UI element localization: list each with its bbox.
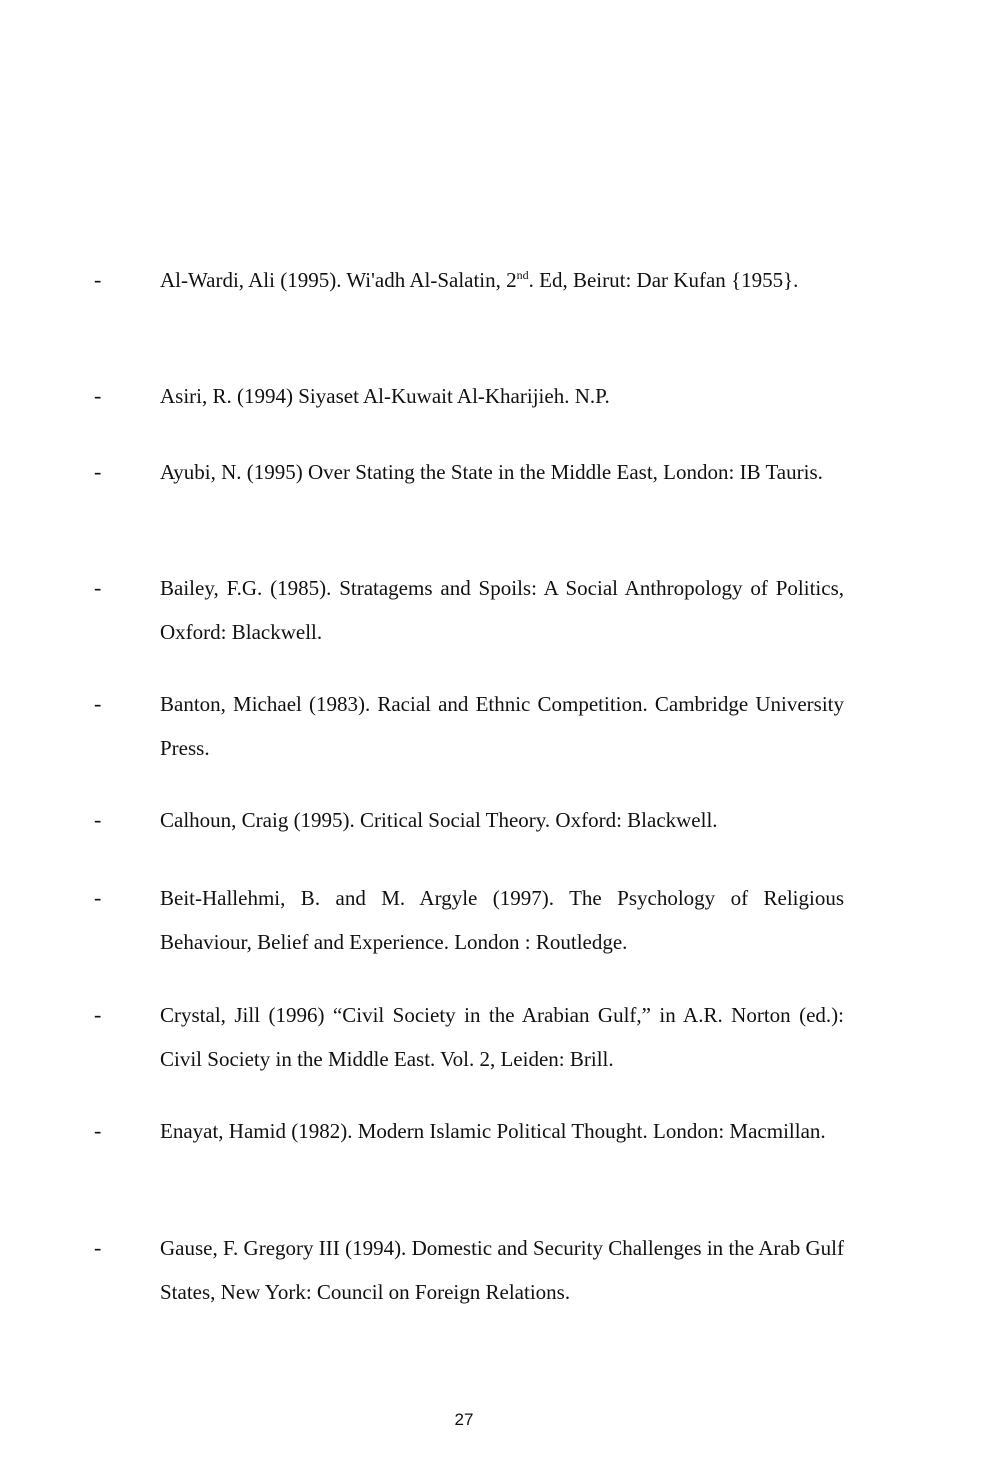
bullet-marker: - <box>94 1235 102 1260</box>
reference-text: Beit-Hallehmi, B. and M. Argyle (1997). The Psychology of Religious Behaviour, Belief and Experience. London : Routledge. <box>160 886 844 954</box>
reference-text: Gause, F. Gregory III (1994). Domestic and Security Challenges in the Arab Gulf States, New York: Council on Foreign Relations. <box>160 1236 844 1304</box>
reference-text-part: Al-Wardi, Ali (1995). Wi'adh Al-Salatin, 2 <box>160 268 517 292</box>
bullet-marker: - <box>94 575 102 600</box>
reference-text: Enayat, Hamid (1982). Modern Islamic Political Thought. London: Macmillan. <box>160 1119 826 1143</box>
bullet-marker: - <box>94 1002 102 1027</box>
reference-text: Asiri, R. (1994) Siyaset Al-Kuwait Al-Kharijieh. N.P. <box>160 384 610 408</box>
bullet-marker: - <box>94 691 102 716</box>
reference-text: Ayubi, N. (1995) Over Stating the State in the Middle East, London: IB Tauris. <box>160 460 823 484</box>
bullet-marker: - <box>94 807 102 832</box>
ordinal-superscript: nd <box>516 268 529 282</box>
reference-text <box>160 258 844 302</box>
reference-text: Calhoun, Craig (1995). Critical Social Theory. Oxford: Blackwell. <box>160 808 718 832</box>
bullet-marker: - <box>94 1118 102 1143</box>
reference-text: Bailey, F.G. (1985). Stratagems and Spoils: A Social Anthropology of Politics, Oxford: Blackwell. <box>160 576 844 644</box>
reference-text-part: . Ed, Beirut: Dar Kufan {1955}. <box>528 268 799 292</box>
bullet-marker: - <box>94 383 102 408</box>
bullet-marker: - <box>94 885 102 910</box>
bullet-marker: - <box>94 459 102 484</box>
reference-text: Banton, Michael (1983). Racial and Ethnic Competition. Cambridge University Press. <box>160 692 844 760</box>
reference-text: Crystal, Jill (1996) “Civil Society in the Arabian Gulf,” in A.R. Norton (ed.): Civil Society in the Middle East. Vol. 2, Leiden: Brill. <box>160 1003 844 1071</box>
page-number: 27 <box>454 1410 474 1429</box>
bullet-marker: - <box>94 267 102 292</box>
